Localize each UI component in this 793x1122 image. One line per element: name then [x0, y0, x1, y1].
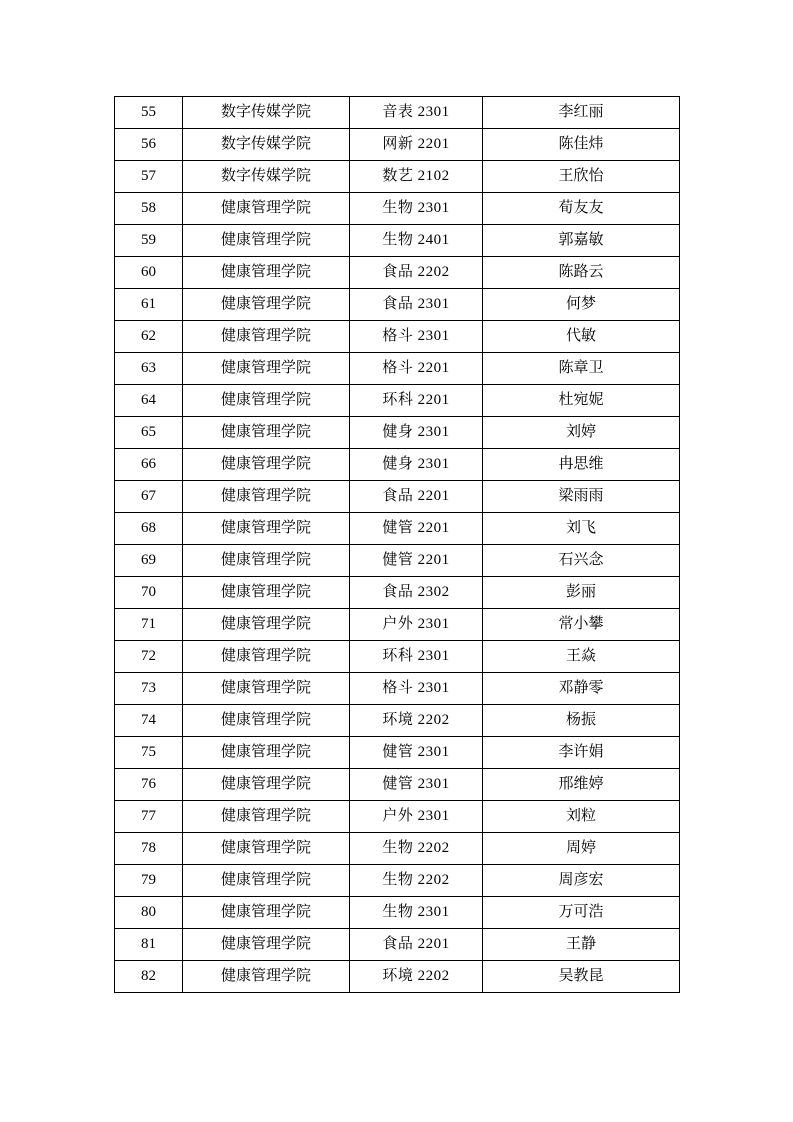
cell-index: 70 — [115, 577, 183, 609]
cell-name: 何梦 — [483, 289, 680, 321]
cell-index: 63 — [115, 353, 183, 385]
cell-college: 健康管理学院 — [183, 961, 350, 993]
cell-college: 健康管理学院 — [183, 609, 350, 641]
table-row — [115, 961, 680, 993]
cell-college: 健康管理学院 — [183, 449, 350, 481]
table-row — [115, 801, 680, 833]
cell-index: 72 — [115, 641, 183, 673]
cell-college: 健康管理学院 — [183, 929, 350, 961]
table-row — [115, 289, 680, 321]
cell-class: 食品 2202 — [350, 257, 483, 289]
table-row — [115, 929, 680, 961]
cell-index: 55 — [115, 97, 183, 129]
table-row — [115, 769, 680, 801]
cell-index: 61 — [115, 289, 183, 321]
cell-college: 健康管理学院 — [183, 801, 350, 833]
table-row — [115, 353, 680, 385]
cell-index: 81 — [115, 929, 183, 961]
cell-name: 荀友友 — [483, 193, 680, 225]
cell-index: 69 — [115, 545, 183, 577]
cell-name: 周彦宏 — [483, 865, 680, 897]
cell-class: 生物 2301 — [350, 897, 483, 929]
table-row — [115, 385, 680, 417]
cell-index: 62 — [115, 321, 183, 353]
roster-table-body — [115, 97, 680, 993]
table-row — [115, 609, 680, 641]
cell-class: 环境 2202 — [350, 961, 483, 993]
cell-index: 77 — [115, 801, 183, 833]
cell-class: 环科 2201 — [350, 385, 483, 417]
cell-class: 生物 2202 — [350, 865, 483, 897]
table-row — [115, 577, 680, 609]
cell-class: 健管 2301 — [350, 737, 483, 769]
table-row — [115, 481, 680, 513]
cell-name: 石兴念 — [483, 545, 680, 577]
table-row — [115, 737, 680, 769]
table-row — [115, 129, 680, 161]
cell-name: 杜宛妮 — [483, 385, 680, 417]
cell-class: 健身 2301 — [350, 417, 483, 449]
cell-name: 杨振 — [483, 705, 680, 737]
cell-college: 健康管理学院 — [183, 705, 350, 737]
cell-college: 健康管理学院 — [183, 481, 350, 513]
cell-name: 邢维婷 — [483, 769, 680, 801]
cell-name: 邓静零 — [483, 673, 680, 705]
cell-college: 健康管理学院 — [183, 289, 350, 321]
table-row — [115, 449, 680, 481]
cell-index: 75 — [115, 737, 183, 769]
cell-name: 代敏 — [483, 321, 680, 353]
cell-college: 健康管理学院 — [183, 577, 350, 609]
cell-class: 食品 2301 — [350, 289, 483, 321]
table-row — [115, 897, 680, 929]
cell-name: 王焱 — [483, 641, 680, 673]
cell-index: 71 — [115, 609, 183, 641]
table-row — [115, 833, 680, 865]
cell-college: 健康管理学院 — [183, 833, 350, 865]
cell-class: 健管 2201 — [350, 513, 483, 545]
table-row — [115, 865, 680, 897]
cell-college: 健康管理学院 — [183, 865, 350, 897]
cell-class: 户外 2301 — [350, 609, 483, 641]
cell-college: 健康管理学院 — [183, 737, 350, 769]
cell-college: 健康管理学院 — [183, 417, 350, 449]
cell-name: 梁雨雨 — [483, 481, 680, 513]
cell-index: 68 — [115, 513, 183, 545]
cell-college: 健康管理学院 — [183, 193, 350, 225]
table-row — [115, 161, 680, 193]
table-row — [115, 225, 680, 257]
cell-index: 60 — [115, 257, 183, 289]
cell-college: 数字传媒学院 — [183, 129, 350, 161]
cell-class: 格斗 2301 — [350, 321, 483, 353]
cell-class: 生物 2202 — [350, 833, 483, 865]
cell-college: 健康管理学院 — [183, 545, 350, 577]
cell-college: 健康管理学院 — [183, 513, 350, 545]
cell-college: 健康管理学院 — [183, 673, 350, 705]
cell-index: 65 — [115, 417, 183, 449]
cell-college: 健康管理学院 — [183, 641, 350, 673]
cell-class: 环科 2301 — [350, 641, 483, 673]
cell-name: 李红丽 — [483, 97, 680, 129]
cell-name: 吴教昆 — [483, 961, 680, 993]
cell-index: 64 — [115, 385, 183, 417]
cell-class: 健身 2301 — [350, 449, 483, 481]
cell-index: 66 — [115, 449, 183, 481]
cell-index: 76 — [115, 769, 183, 801]
cell-index: 73 — [115, 673, 183, 705]
cell-index: 74 — [115, 705, 183, 737]
cell-name: 王静 — [483, 929, 680, 961]
table-row — [115, 641, 680, 673]
cell-name: 冉思维 — [483, 449, 680, 481]
cell-name: 陈佳炜 — [483, 129, 680, 161]
roster-table — [114, 96, 680, 993]
cell-name: 万可浩 — [483, 897, 680, 929]
cell-index: 78 — [115, 833, 183, 865]
cell-class: 音表 2301 — [350, 97, 483, 129]
cell-class: 数艺 2102 — [350, 161, 483, 193]
cell-class: 格斗 2201 — [350, 353, 483, 385]
cell-name: 彭丽 — [483, 577, 680, 609]
table-row — [115, 513, 680, 545]
cell-college: 数字传媒学院 — [183, 97, 350, 129]
cell-class: 户外 2301 — [350, 801, 483, 833]
cell-index: 80 — [115, 897, 183, 929]
cell-college: 健康管理学院 — [183, 225, 350, 257]
cell-name: 陈章卫 — [483, 353, 680, 385]
cell-name: 李许娟 — [483, 737, 680, 769]
cell-name: 周婷 — [483, 833, 680, 865]
cell-name: 陈路云 — [483, 257, 680, 289]
cell-index: 67 — [115, 481, 183, 513]
cell-college: 健康管理学院 — [183, 385, 350, 417]
cell-name: 王欣怡 — [483, 161, 680, 193]
cell-college: 健康管理学院 — [183, 321, 350, 353]
cell-class: 生物 2301 — [350, 193, 483, 225]
cell-college: 健康管理学院 — [183, 897, 350, 929]
cell-class: 健管 2201 — [350, 545, 483, 577]
cell-class: 食品 2201 — [350, 481, 483, 513]
cell-index: 58 — [115, 193, 183, 225]
cell-class: 生物 2401 — [350, 225, 483, 257]
cell-college: 健康管理学院 — [183, 353, 350, 385]
cell-index: 59 — [115, 225, 183, 257]
table-row — [115, 545, 680, 577]
cell-name: 郭嘉敏 — [483, 225, 680, 257]
cell-name: 常小攀 — [483, 609, 680, 641]
table-row — [115, 193, 680, 225]
cell-name: 刘粒 — [483, 801, 680, 833]
cell-college: 数字传媒学院 — [183, 161, 350, 193]
cell-class: 格斗 2301 — [350, 673, 483, 705]
table-row — [115, 257, 680, 289]
table-row — [115, 705, 680, 737]
cell-college: 健康管理学院 — [183, 769, 350, 801]
table-row — [115, 417, 680, 449]
cell-index: 79 — [115, 865, 183, 897]
cell-class: 健管 2301 — [350, 769, 483, 801]
cell-index: 82 — [115, 961, 183, 993]
cell-class: 食品 2201 — [350, 929, 483, 961]
cell-class: 食品 2302 — [350, 577, 483, 609]
cell-name: 刘飞 — [483, 513, 680, 545]
table-row — [115, 673, 680, 705]
cell-index: 57 — [115, 161, 183, 193]
cell-class: 网新 2201 — [350, 129, 483, 161]
cell-college: 健康管理学院 — [183, 257, 350, 289]
cell-class: 环境 2202 — [350, 705, 483, 737]
table-row — [115, 321, 680, 353]
cell-index: 56 — [115, 129, 183, 161]
cell-name: 刘婷 — [483, 417, 680, 449]
table-row — [115, 97, 680, 129]
